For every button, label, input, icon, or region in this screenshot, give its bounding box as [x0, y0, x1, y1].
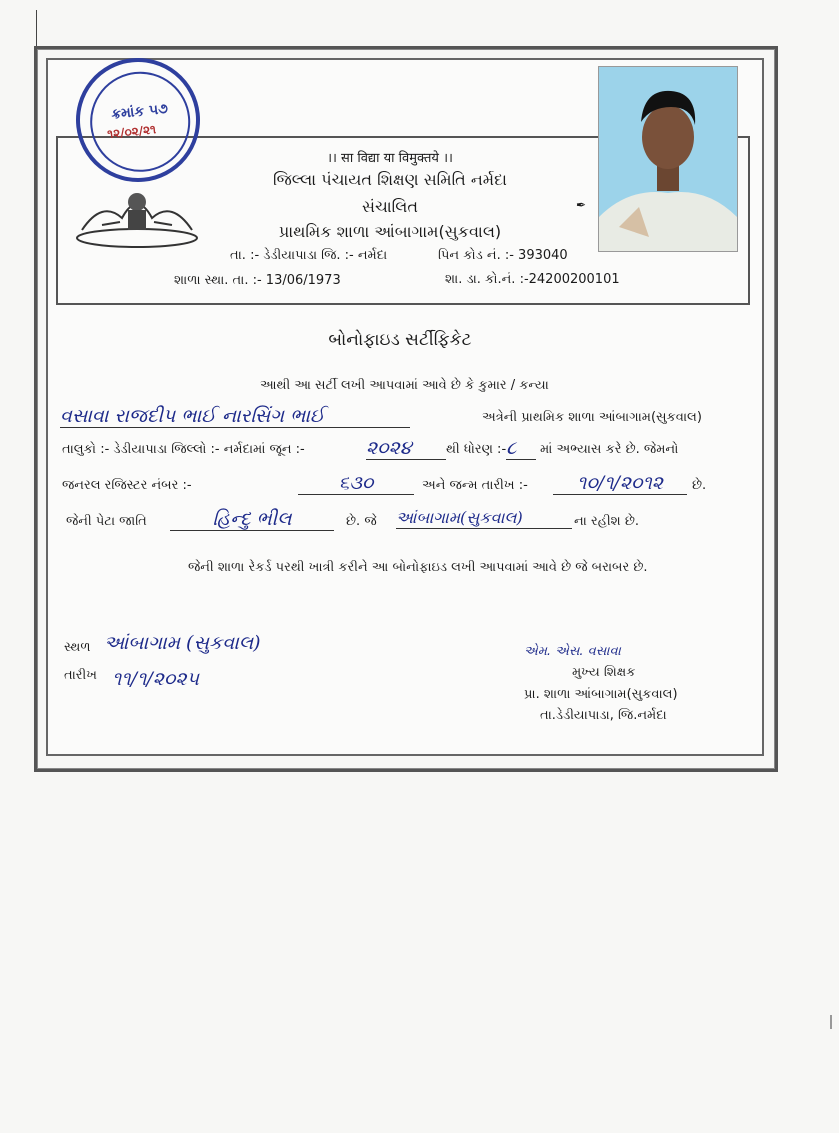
standard-value: ૮ — [506, 437, 536, 460]
date-of-birth: ૧૦/૧/૨૦૧૨ — [553, 472, 687, 495]
caste-label: જેની પેટા જાતિ — [66, 514, 147, 529]
footer-address: તા.ડેડીયાપાડા, જિ.નર્મદા — [540, 708, 667, 723]
dob-label: અને જન્મ તારીખ :- — [422, 478, 528, 493]
village-value: આંબાગામ(સુકવાલ) — [396, 508, 572, 529]
gr-number-label: જનરલ રજિસ્ટર નંબર :- — [62, 478, 192, 493]
headmaster-signature: એમ. એસ. વસાવા — [524, 644, 621, 659]
header-pincode: પિન કોડ નં. :- 393040 — [438, 248, 568, 263]
header-line-1: જિલ્લા પંચાયત શિક્ષણ સમિતિ નર્મદા — [273, 170, 507, 189]
place-value: આંબાગામ (સુકવાલ) — [104, 632, 261, 654]
motto: ।। सा विद्या या विमुक्तये ।। — [327, 151, 453, 166]
dob-suffix: છે. — [692, 478, 707, 493]
saraswati-emblem-icon — [62, 180, 212, 250]
taluka-line-prefix: તાલુકો :- ડેડીયાપાડા જિલ્લો :- નર્મદામાં જૂન :- — [62, 442, 305, 457]
taluka-line-suffix: માં અભ્યાસ કરે છે. જેમનો — [540, 442, 679, 457]
school-line: અત્રેની પ્રાથમિક શાળા આંબાગામ(સુકવાલ) — [482, 410, 702, 425]
gr-number: ૬૩૦ — [298, 472, 414, 495]
footer-school: પ્રા. શાળા આંબાગામ(સુકવાલ) — [524, 687, 678, 702]
stamp-ring — [85, 67, 195, 177]
village-suffix: ના રહીશ છે. — [574, 514, 640, 529]
student-portrait-icon — [599, 67, 737, 251]
student-photo — [598, 66, 738, 252]
margin-mark — [830, 1015, 832, 1029]
intro-line: આથી આ સર્ટી લખી આપવામાં આવે છે કે કુમાર / કન્યા — [260, 378, 549, 393]
village-label: છે. જે — [346, 514, 377, 529]
headmaster-role: મુખ્ય શિક્ષક — [572, 665, 636, 680]
header-taluka: તા. :- ડેડીયાપાડા જિ. :- નર્મદા — [230, 248, 388, 263]
header-line-2: સંચાલિત — [361, 197, 418, 216]
issue-date: ૧૧/૧/૨૦૨૫ — [112, 668, 199, 690]
standard-label: થી ધોરણ :- — [446, 442, 507, 457]
header-established: શાળા સ્થા. તા. :- 13/06/1973 — [174, 273, 341, 288]
stamp-number: ક્રમાંક ૫૭ — [110, 100, 169, 123]
closing-line: જેની શાળા રેકર્ડ પરથી ખાત્રી કરીને આ બોનોફાઇડ લખી આપવામાં આવે છે જે બરાબર છે. — [188, 560, 648, 575]
caste-value: હિન્દુ ભીલ — [170, 508, 334, 531]
header-dise-code: શા. ડા. કો.નં. :-24200200101 — [445, 272, 620, 287]
place-label: સ્થળ — [64, 640, 91, 655]
pen-mark-icon: ✒ — [576, 198, 587, 212]
date-label: તારીખ — [64, 668, 97, 683]
stamp-date: ૧૨/૦૨/૨૧ — [106, 122, 157, 142]
student-name: વસાવા રાજદીપ ભાઈ નારસિંગ ભાઈ — [60, 405, 410, 428]
admission-year: ૨૦૨૪ — [366, 437, 446, 460]
certificate-title: બોનોફાઇડ સર્ટીફિકેટ — [328, 330, 472, 350]
header-school-name: પ્રાથમિક શાળા આંબાગામ(સુકવાલ) — [278, 222, 502, 241]
